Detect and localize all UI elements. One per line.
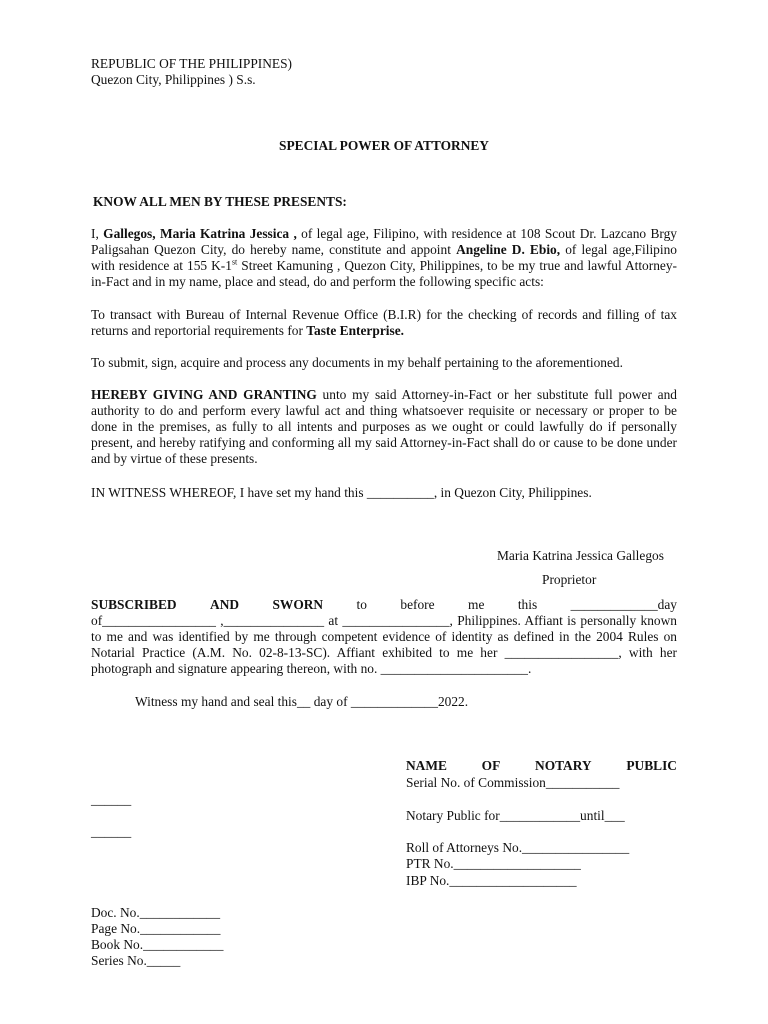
- jurat-word: _____________day: [570, 597, 677, 612]
- para1-text-1: I,: [91, 226, 104, 241]
- bir-paragraph: [91, 307, 677, 339]
- series-no: Series No._____: [91, 953, 181, 968]
- jurat-word: to: [356, 597, 367, 612]
- jurat-first-line: [91, 597, 677, 613]
- notary-word: NAME: [406, 758, 447, 773]
- notary-name-heading: [406, 758, 677, 774]
- principal-name: Gallegos, Maria Katrina Jessica ,: [103, 226, 297, 241]
- para1-text-4: Street Kamuning , Quezon City, Philippines, to be my true and lawful Attorney-in-Fact and in my name, place and stead, do and perform the following specific acts:: [91, 258, 678, 289]
- granting-paragraph: [91, 387, 677, 467]
- signatory-title: Proprietor: [542, 572, 597, 587]
- witness-whereof-line: IN WITNESS WHEREOF, I have set my hand this __________, in Quezon City, Philippines.: [91, 485, 592, 500]
- serial-no-commission: Serial No. of Commission___________: [406, 775, 620, 790]
- jurat-word: SUBSCRIBED: [91, 597, 177, 612]
- page-no: Page No.____________: [91, 921, 221, 936]
- seal-line: Witness my hand and seal this__ day of _____________2022.: [135, 694, 469, 709]
- agent-name: Angeline D. Ebio,: [456, 242, 561, 257]
- header-block: [91, 56, 292, 88]
- ibp-no: IBP No.___________________: [406, 873, 577, 888]
- notary-word: OF: [481, 758, 501, 773]
- jurat-word: SWORN: [272, 597, 324, 612]
- jurat-word: AND: [210, 597, 240, 612]
- document-title: SPECIAL POWER OF ATTORNEY: [279, 138, 489, 153]
- roll-of-attorneys: Roll of Attorneys No.________________: [406, 840, 630, 855]
- para1-text-3: of legal age,Filipino with residence at 155 K-1: [91, 242, 677, 273]
- ptr-no: PTR No.___________________: [406, 856, 581, 871]
- book-no: Book No.____________: [91, 937, 224, 952]
- doc-no: Doc. No.____________: [91, 905, 221, 920]
- company-name: Taste Enterprise.: [306, 323, 404, 338]
- header-line-1: REPUBLIC OF THE PHILIPPINES): [91, 56, 293, 71]
- know-all-men-heading: KNOW ALL MEN BY THESE PRESENTS:: [93, 194, 347, 209]
- jurat-body: of_________________ ,_______________ at ________________, Philippines. Affiant is personally known to me and was identified by me through competent evidence of identity as defined in the 2004 Rules on Notarial Practice (A.M. No. 02-8-13-SC). Affiant exhibited to me her _________________, with her photograph and signature appearing thereon, with no. ______________________.: [91, 613, 677, 676]
- header-line-2: Quezon City, Philippines ) S.s.: [91, 72, 256, 87]
- notary-public-for: Notary Public for____________until___: [406, 808, 625, 823]
- appointment-paragraph: [91, 226, 677, 290]
- jurat-paragraph: [91, 597, 677, 677]
- para2-text: To transact with Bureau of Internal Revenue Office (B.I.R) for the checking of records and filling of tax returns and reportorial requirements for: [91, 307, 677, 338]
- jurat-word: this: [517, 597, 538, 612]
- para1-text-2: of legal age, Filipino, with residence at 108 Scout Dr. Lazcano Brgy Paligsahan Quezon City, do hereby name, constitute and appoint: [91, 226, 677, 257]
- jurat-word: before: [400, 597, 435, 612]
- notary-word: PUBLIC: [626, 758, 677, 773]
- ordinal-suffix: st: [231, 257, 238, 267]
- notary-word: NOTARY: [535, 758, 592, 773]
- left-blank-1: ______: [91, 792, 132, 807]
- submit-paragraph: To submit, sign, acquire and process any documents in my behalf pertaining to the aforementioned.: [91, 355, 623, 370]
- docket-block: [91, 905, 223, 969]
- left-blank-2: ______: [91, 824, 132, 839]
- jurat-word: me: [468, 597, 485, 612]
- granting-lead: HEREBY GIVING AND GRANTING: [91, 387, 317, 402]
- granting-text: unto my said Attorney-in-Fact or her substitute full power and authority to do and perform every lawful act and thing whatsoever requisite or necessary or proper to be done in the premises, as fully to all intents and purposes as we ought or could lawfully do if personally present, and hereby ratifying and conforming all my said Attorney-in-Fact shall do or cause to be done under and by virtue of these presents.: [91, 387, 677, 466]
- signatory-name: Maria Katrina Jessica Gallegos: [497, 548, 664, 563]
